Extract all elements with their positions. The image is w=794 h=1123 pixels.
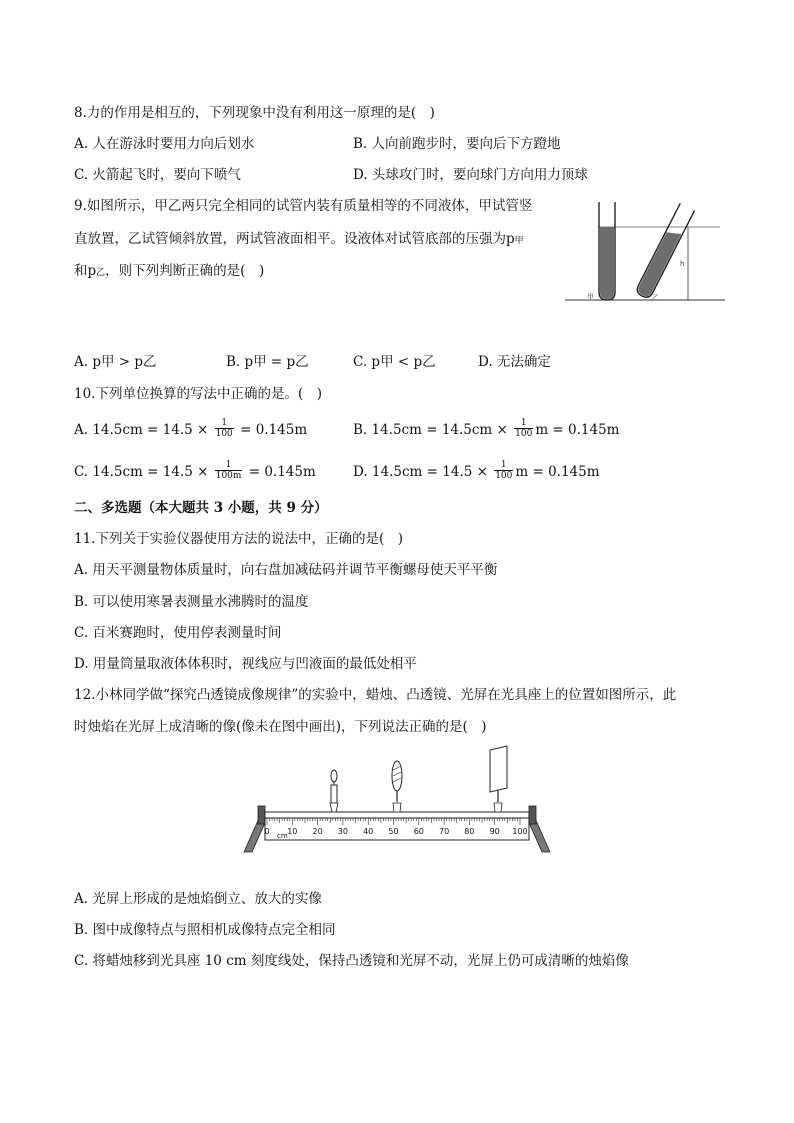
bench-rail <box>265 812 529 818</box>
q10-a-fraction: $\frac{1}{100}$ <box>215 418 233 439</box>
q9-option-d[interactable]: D. 无法确定 <box>478 354 551 370</box>
q9-option-c[interactable]: C. p甲 < p乙 <box>353 354 436 370</box>
candle-body <box>331 785 337 803</box>
lens-holder <box>393 803 401 812</box>
q11-option-d[interactable]: D. 用量筒量取液体体积时，视线应与凹液面的最低处相平 <box>74 656 417 672</box>
q10-option-d[interactable]: D. 14.5cm = 14.5 × $\frac{1}{100}$ m = 0.145m <box>353 460 600 481</box>
liquid-yi <box>636 228 681 299</box>
q8-option-b[interactable]: B. 人向前跑步时，要向后下方蹬地 <box>353 136 561 152</box>
light-screen <box>490 746 507 812</box>
q10-stem: 10.下列单位换算的写法中正确的是。( ) <box>74 386 323 402</box>
ruler-tick-label: 50 <box>388 827 399 836</box>
q10-option-c[interactable]: C. 14.5cm = 14.5 × $\frac{1}{100m}$ = 0.145m <box>74 460 316 481</box>
q8-stem: 8.力的作用是相互的，下列现象中没有利用这一原理的是( ) <box>74 105 435 121</box>
ruler-tick-label: 80 <box>464 827 475 836</box>
ruler-tick-label: 90 <box>489 827 500 836</box>
q9-stem-line1: 9.如图所示，甲乙两只完全相同的试管内装有质量相等的不同液体，甲试管竖 <box>74 198 533 214</box>
bench-right-post <box>529 806 536 824</box>
q9-stem-line2: 直放置，乙试管倾斜放置，两试管液面相平。设液体对试管底部的压强为p甲 <box>74 231 524 247</box>
q9-option-b[interactable]: B. p甲 = p乙 <box>226 354 309 370</box>
fig-label-jia: 甲 <box>587 293 594 301</box>
q11-option-c[interactable]: C. 百米赛跑时，使用停表测量时间 <box>74 625 282 641</box>
test-tubes-figure <box>560 196 730 308</box>
ruler-tick-label: 0 <box>264 827 270 836</box>
ruler-tick-label: 30 <box>337 827 348 836</box>
q12-option-c[interactable]: C. 将蜡烛移到光具座 10 cm 刻度线处，保持凸透镜和光屏不动，光屏上仍可成清晰的烛焰像 <box>74 953 629 969</box>
q12-option-a[interactable]: A. 光屏上形成的是烛焰倒立、放大的实像 <box>74 891 322 907</box>
q9-stem-line3: 和p乙，则下列判断正确的是( ) <box>74 263 265 279</box>
q12-stem-line1: 12.小林同学做“探究凸透镜成像规律”的实验中，蜡烛、凸透镜、光屏在光具座上的位置如图所示，此 <box>74 687 677 703</box>
ruler-tick-label: 70 <box>439 827 450 836</box>
bench-left-post <box>258 806 265 824</box>
screen-holder <box>494 803 502 812</box>
q8-option-a[interactable]: A. 人在游泳时要用力向后划水 <box>74 136 255 152</box>
q9-sub-yi-1: 乙 <box>96 268 106 278</box>
q11-option-b[interactable]: B. 可以使用寒暑表测量水沸腾时的温度 <box>74 594 309 610</box>
optical-bench-figure <box>238 744 556 856</box>
ruler-tick-label: 60 <box>413 827 424 836</box>
section-title-multiple-choice: 二、多选题（本大题共 3 小题，共 9 分） <box>74 500 328 516</box>
q9-option-a[interactable]: A. p甲 > p乙 <box>74 354 157 370</box>
q10-d-fraction: $\frac{1}{100}$ <box>495 460 513 481</box>
q8-option-d[interactable]: D. 头球攻门时，要向球门方向用力顶球 <box>353 167 588 183</box>
convex-lens <box>392 761 402 812</box>
q8-option-c[interactable]: C. 火箭起飞时，要向下喷气 <box>74 167 241 183</box>
q11-option-a[interactable]: A. 用天平测量物体质量时，向右盘加减砝码并调节平衡螺母使天平平衡 <box>74 562 498 578</box>
candle <box>330 770 338 812</box>
ruler-tick-label: 20 <box>312 827 323 836</box>
q12-stem-line2: 时烛焰在光屏上成清晰的像(像未在图中画出)，下列说法正确的是( ) <box>74 719 487 735</box>
ruler-tick-label: 100 <box>512 827 528 836</box>
ruler-unit: cm <box>277 832 288 840</box>
ruler-tick-label: 40 <box>363 827 374 836</box>
fig-label-yi: 乙 <box>652 294 659 302</box>
candle-flame <box>331 770 337 782</box>
q10-b-fraction: $\frac{1}{100}$ <box>515 418 533 439</box>
q10-c-fraction: $\frac{1}{100m}$ <box>215 460 242 481</box>
screen-panel <box>490 746 507 792</box>
fig-label-h: h <box>680 260 685 268</box>
ruler-tick-label: 10 <box>287 827 298 836</box>
liquid-jia <box>600 227 614 299</box>
q11-stem: 11.下列关于实验仪器使用方法的说法中，正确的是( ) <box>74 531 404 547</box>
q10-option-a[interactable]: A. 14.5cm = 14.5 × $\frac{1}{100}$ = 0.145m <box>74 418 308 439</box>
q12-option-b[interactable]: B. 图中成像特点与照相机成像特点完全相同 <box>74 922 336 938</box>
candle-holder <box>330 803 338 812</box>
q10-option-b[interactable]: B. 14.5cm = 14.5cm × $\frac{1}{100}$ m = 0.145m <box>353 418 620 439</box>
q9-sub-jia-1: 甲 <box>514 236 524 246</box>
